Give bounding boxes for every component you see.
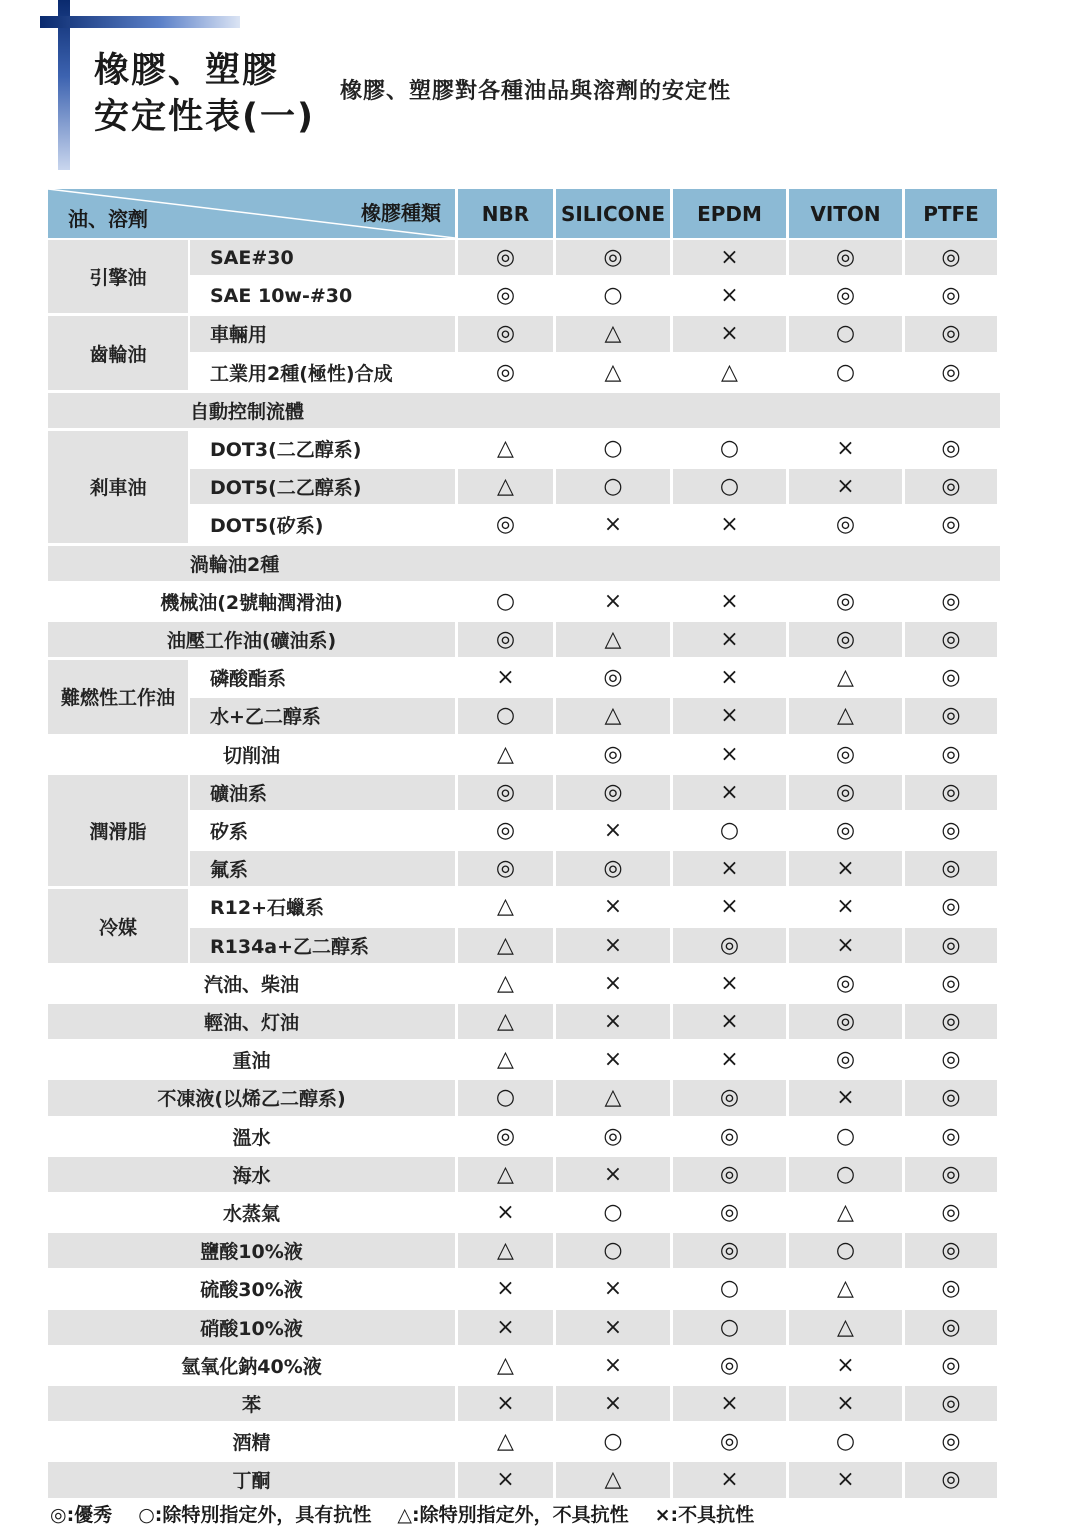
rating-cell: × (673, 775, 786, 810)
rating-cell: ○ (458, 584, 553, 619)
rating-cell: △ (458, 928, 553, 963)
rating-cell: × (673, 622, 786, 657)
rating-cell: ◎ (556, 737, 670, 772)
legend (50, 1500, 754, 1527)
rating-cell: × (673, 851, 786, 886)
fluid-sublabel: 氟系 (190, 851, 455, 886)
rating-cell: △ (458, 469, 553, 504)
rating-cell: ◎ (905, 1424, 997, 1459)
fluid-label: 溫水 (48, 1119, 455, 1154)
fluid-sublabel: DOT3(二乙醇系) (190, 431, 455, 466)
category-label: 難燃性工作油 (48, 660, 188, 733)
rating-cell: △ (458, 1233, 553, 1268)
rating-cell: ◎ (905, 1080, 997, 1115)
rating-cell: △ (556, 355, 670, 390)
fluid-label: 酒精 (48, 1424, 455, 1459)
rating-cell: ○ (789, 1233, 902, 1268)
rating-cell: × (673, 1386, 786, 1421)
rating-cell: ○ (556, 1195, 670, 1230)
rating-cell: × (458, 1271, 553, 1306)
rating-cell: ○ (556, 469, 670, 504)
rating-cell: ◎ (905, 1462, 997, 1497)
rating-cell: ◎ (673, 1157, 786, 1192)
rating-cell: ◎ (905, 1004, 997, 1039)
rating-cell: △ (458, 889, 553, 924)
rating-cell: ◎ (789, 584, 902, 619)
rating-cell: ◎ (905, 1271, 997, 1306)
rating-cell: △ (789, 1271, 902, 1306)
rating-cell: × (458, 1386, 553, 1421)
rating-cell: × (556, 1042, 670, 1077)
rating-cell: ◎ (905, 278, 997, 313)
rating-cell: × (556, 1348, 670, 1383)
fluid-sublabel: 矽系 (190, 813, 455, 848)
rating-cell: × (789, 1462, 902, 1497)
rating-cell: △ (556, 316, 670, 351)
section-row: 自動控制流體 (48, 393, 1000, 428)
rating-cell: × (458, 1310, 553, 1345)
rating-cell: × (673, 966, 786, 1001)
rating-cell: ◎ (905, 469, 997, 504)
fluid-sublabel: R12+石蠟系 (190, 889, 455, 924)
rating-cell: × (789, 1348, 902, 1383)
rating-cell: ◎ (789, 240, 902, 275)
fluid-sublabel: DOT5(矽系) (190, 507, 455, 542)
rating-cell: ○ (789, 1119, 902, 1154)
fluid-sublabel: 車輛用 (190, 316, 455, 351)
rating-cell: ◎ (458, 240, 553, 275)
rating-cell: × (789, 889, 902, 924)
page-title-line2: 安定性表(一) (94, 97, 315, 137)
fluid-label: 重油 (48, 1042, 455, 1077)
rating-cell: ◎ (905, 928, 997, 963)
rating-cell: ◎ (789, 775, 902, 810)
rating-cell: ◎ (789, 1004, 902, 1039)
rating-cell: ◎ (789, 813, 902, 848)
rating-cell: ◎ (673, 1348, 786, 1383)
rating-cell: ○ (458, 698, 553, 733)
rating-cell: ◎ (905, 1195, 997, 1230)
section-row: 渦輪油2種 (48, 546, 1000, 581)
category-label: 齒輪油 (48, 316, 188, 389)
rating-cell: ◎ (789, 507, 902, 542)
rating-cell: ◎ (905, 851, 997, 886)
rating-cell: ◎ (789, 1042, 902, 1077)
category-label: 引擎油 (48, 240, 188, 313)
column-header-silicone: SILICONE (556, 189, 670, 238)
fluid-label: 硝酸10%液 (48, 1310, 455, 1345)
rating-cell: △ (789, 660, 902, 695)
rating-cell: × (673, 278, 786, 313)
rating-cell: × (673, 316, 786, 351)
page-title-line1: 橡膠、塑膠 (94, 51, 280, 91)
fluid-label: 鹽酸10%液 (48, 1233, 455, 1268)
fluid-label: 油壓工作油(礦油系) (48, 622, 455, 657)
rating-cell: × (556, 813, 670, 848)
fluid-label: 汽油、柴油 (48, 966, 455, 1001)
rating-cell: × (556, 507, 670, 542)
rating-cell: ◎ (905, 584, 997, 619)
rating-cell: × (789, 1386, 902, 1421)
rating-cell: ○ (673, 469, 786, 504)
rating-cell: × (789, 469, 902, 504)
rating-cell: ◎ (905, 1310, 997, 1345)
rating-cell: ◎ (905, 1042, 997, 1077)
rating-cell: △ (458, 1424, 553, 1459)
rating-cell: × (458, 1462, 553, 1497)
rating-cell: ○ (458, 1080, 553, 1115)
fluid-label: 硫酸30%液 (48, 1271, 455, 1306)
rating-cell: ◎ (905, 1119, 997, 1154)
rating-cell: × (673, 698, 786, 733)
rating-cell: △ (458, 737, 553, 772)
column-header-viton: VITON (789, 189, 902, 238)
rating-cell: × (673, 1042, 786, 1077)
legend-excellent: ◎:優秀 (50, 1504, 113, 1526)
rating-cell: △ (556, 622, 670, 657)
rating-cell: △ (556, 698, 670, 733)
fluid-label: 切削油 (48, 737, 455, 772)
rating-cell: ◎ (556, 851, 670, 886)
rating-cell: ◎ (905, 813, 997, 848)
rating-cell: △ (458, 966, 553, 1001)
rating-cell: × (556, 1386, 670, 1421)
rating-cell: ◎ (458, 278, 553, 313)
rating-cell: ◎ (789, 622, 902, 657)
rating-cell: ◎ (905, 775, 997, 810)
rating-cell: △ (789, 1310, 902, 1345)
rating-cell: ◎ (905, 1233, 997, 1268)
rating-cell: ◎ (905, 1348, 997, 1383)
rating-cell: △ (556, 1462, 670, 1497)
rating-cell: × (789, 928, 902, 963)
rating-cell: × (556, 1310, 670, 1345)
rating-cell: △ (458, 1042, 553, 1077)
rating-cell: ◎ (673, 1080, 786, 1115)
rating-cell: ◎ (556, 775, 670, 810)
rating-cell: ◎ (458, 507, 553, 542)
rating-cell: ◎ (458, 813, 553, 848)
rating-cell: △ (458, 431, 553, 466)
rating-cell: ◎ (673, 1195, 786, 1230)
rating-cell: ◎ (458, 355, 553, 390)
fluid-label: 丁酮 (48, 1462, 455, 1497)
rating-cell: ◎ (905, 316, 997, 351)
corner-label-fluid: 油、溶劑 (68, 207, 148, 231)
corner-label-rubber-type: 橡膠種類 (361, 201, 441, 225)
rating-cell: ◎ (458, 775, 553, 810)
rating-cell: ◎ (789, 278, 902, 313)
rating-cell: △ (458, 1157, 553, 1192)
category-label: 潤滑脂 (48, 775, 188, 887)
rating-cell: × (673, 240, 786, 275)
rating-cell: ◎ (673, 928, 786, 963)
fluid-sublabel: 水+乙二醇系 (190, 698, 455, 733)
rating-cell: × (789, 851, 902, 886)
rating-cell: ◎ (789, 737, 902, 772)
rating-cell: ○ (673, 813, 786, 848)
rating-cell: ◎ (458, 1119, 553, 1154)
rating-cell: △ (458, 1004, 553, 1039)
column-header-ptfe: PTFE (905, 189, 997, 238)
fluid-sublabel: 工業用2種(極性)合成 (190, 355, 455, 390)
fluid-label: 海水 (48, 1157, 455, 1192)
rating-cell: × (789, 1080, 902, 1115)
rating-cell: ○ (673, 1271, 786, 1306)
rating-cell: × (673, 1462, 786, 1497)
rating-cell: ◎ (556, 1119, 670, 1154)
category-label: 剎車油 (48, 431, 188, 543)
fluid-sublabel: SAE#30 (190, 240, 455, 275)
rating-cell: ○ (556, 431, 670, 466)
category-label: 冷媒 (48, 889, 188, 962)
rating-cell: ◎ (458, 851, 553, 886)
rating-cell: △ (458, 1348, 553, 1383)
fluid-sublabel: 磷酸酯系 (190, 660, 455, 695)
fluid-label: 機械油(2號軸潤滑油) (48, 584, 455, 619)
fluid-label: 苯 (48, 1386, 455, 1421)
fluid-label: 不凍液(以烯乙二醇系) (48, 1080, 455, 1115)
rating-cell: ◎ (905, 737, 997, 772)
rating-cell: × (673, 660, 786, 695)
rating-cell: × (458, 660, 553, 695)
rating-cell: △ (789, 698, 902, 733)
rating-cell: × (458, 1195, 553, 1230)
rating-cell: ◎ (905, 1386, 997, 1421)
rating-cell: ◎ (789, 966, 902, 1001)
rating-cell: ◎ (905, 355, 997, 390)
rating-cell: ◎ (905, 698, 997, 733)
column-header-epdm: EPDM (673, 189, 786, 238)
rating-cell: × (556, 1004, 670, 1039)
rating-cell: ◎ (905, 507, 997, 542)
rating-cell: ◎ (905, 431, 997, 466)
rating-cell: ◎ (673, 1119, 786, 1154)
rating-cell: × (556, 1157, 670, 1192)
rating-cell: × (556, 1271, 670, 1306)
rating-cell: × (673, 507, 786, 542)
fluid-sublabel: R134a+乙二醇系 (190, 928, 455, 963)
rating-cell: ◎ (905, 1157, 997, 1192)
rating-cell: ◎ (905, 240, 997, 275)
rating-cell: ◎ (673, 1233, 786, 1268)
rating-cell: ○ (789, 1157, 902, 1192)
rating-cell: ○ (789, 355, 902, 390)
fluid-sublabel: DOT5(二乙醇系) (190, 469, 455, 504)
legend-resistant: ○:除特別指定外，具有抗性 (138, 1504, 372, 1526)
rating-cell: ◎ (673, 1424, 786, 1459)
rating-cell: ◎ (556, 660, 670, 695)
rating-cell: ◎ (556, 240, 670, 275)
rating-cell: × (789, 431, 902, 466)
rating-cell: △ (789, 1195, 902, 1230)
page-subtitle: 橡膠、塑膠對各種油品與溶劑的安定性 (340, 79, 732, 104)
rating-cell: ○ (556, 278, 670, 313)
rating-cell: ◎ (905, 966, 997, 1001)
legend-not-resistant-unless: △:除特別指定外，不具抗性 (397, 1504, 629, 1526)
rating-cell: ◎ (905, 660, 997, 695)
rating-cell: ◎ (458, 622, 553, 657)
rating-cell: ◎ (458, 316, 553, 351)
rating-cell: ○ (789, 316, 902, 351)
rating-cell: × (673, 889, 786, 924)
legend-not-resistant: ×:不具抗性 (654, 1504, 755, 1526)
rating-cell: ○ (556, 1424, 670, 1459)
rating-cell: × (556, 584, 670, 619)
rating-cell: × (556, 966, 670, 1001)
rating-cell: △ (556, 1080, 670, 1115)
fluid-sublabel: 礦油系 (190, 775, 455, 810)
rating-cell: ○ (673, 431, 786, 466)
corner-diagonal-line (48, 189, 455, 238)
column-header-nbr: NBR (458, 189, 553, 238)
rating-cell: × (673, 1004, 786, 1039)
rating-cell: ◎ (905, 622, 997, 657)
fluid-sublabel: SAE 10w-#30 (190, 278, 455, 313)
fluid-label: 輕油、灯油 (48, 1004, 455, 1039)
fluid-label: 水蒸氣 (48, 1195, 455, 1230)
rating-cell: × (673, 737, 786, 772)
rating-cell: × (556, 928, 670, 963)
rating-cell: ○ (673, 1310, 786, 1345)
rating-cell: △ (673, 355, 786, 390)
rating-cell: ○ (556, 1233, 670, 1268)
rating-cell: ○ (789, 1424, 902, 1459)
rating-cell: × (556, 889, 670, 924)
rating-cell: ◎ (905, 889, 997, 924)
rating-cell: × (673, 584, 786, 619)
fluid-label: 氫氧化鈉40%液 (48, 1348, 455, 1383)
